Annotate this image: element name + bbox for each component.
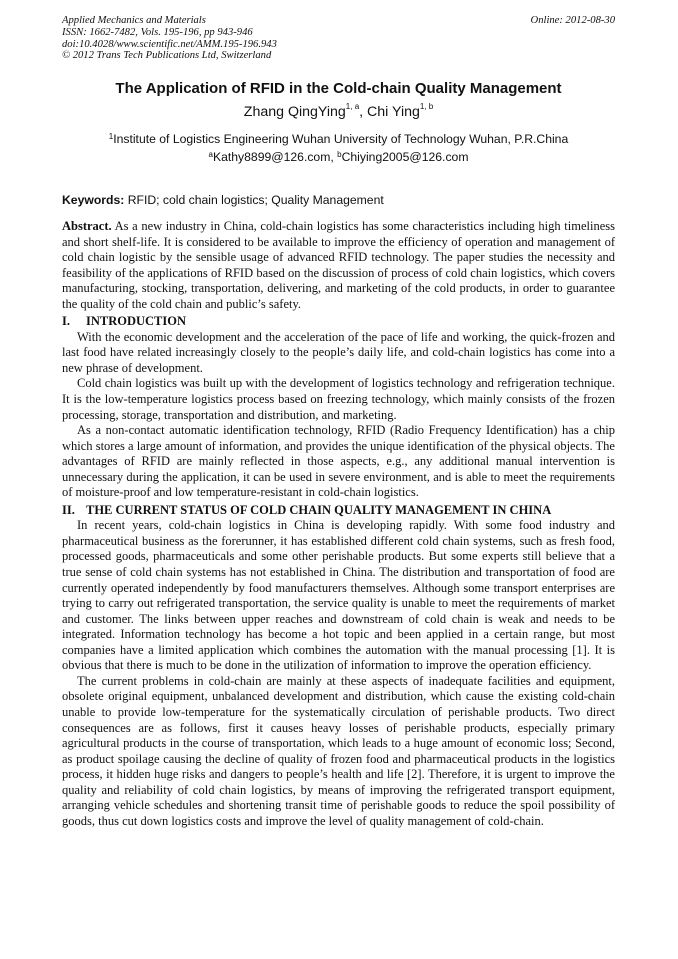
journal-header bbox=[62, 15, 615, 62]
paper-body bbox=[62, 219, 615, 829]
abstract-text: As a new industry in China, cold-chain logistics has some characteristics including high timeliness and short shelf-life. It is considered to be available to improve the efficiency of operation and management of cold chain logistic by the sensible usage of advanced RFID technology. The paper studies the necessity and feasibility of the applications of RFID based on the discussion of process of cold chain logistics, which covers manufacturing, stocking, transportation, delivering, and marketing of the cold products, in order to guarantee the quality of the cold chain and public’s safety. bbox=[62, 219, 615, 311]
affiliation-superscript: 1 bbox=[108, 132, 114, 141]
copyright-line: © 2012 Trans Tech Publications Ltd, Switzerland bbox=[62, 50, 272, 62]
author-name: Chi Ying bbox=[367, 104, 420, 120]
affiliation-line bbox=[62, 130, 615, 148]
keywords-line bbox=[62, 193, 615, 207]
paper-title: The Application of RFID in the Cold-chain Quality Management bbox=[115, 80, 562, 97]
journal-name: Applied Mechanics and Materials bbox=[62, 15, 206, 26]
abstract-paragraph bbox=[62, 219, 615, 312]
section-heading bbox=[62, 314, 615, 330]
affiliation-text: Institute of Logistics Engineering Wuhan University of Technology Wuhan, P.R.China bbox=[113, 132, 569, 146]
abstract-label: Abstract. bbox=[62, 219, 112, 233]
email-address: Kathy8899@126.com, bbox=[212, 150, 338, 164]
author-superscript: 1, b bbox=[419, 102, 434, 111]
email-address: Chiying2005@126.com bbox=[341, 150, 469, 164]
issn-line: ISSN: 1662-7482, Vols. 195-196, pp 943-946 bbox=[62, 26, 253, 38]
section-number: I. bbox=[62, 314, 70, 329]
body-paragraph: As a non-contact automatic identification technology, RFID (Radio Frequency Identification) has a chip which stores a large amount of information, and provides the unique identification of the physical objects. The advantages of RFID are mainly reflected in those aspects, e.g., any additional manual intervention is unnecessary during the application, it can be used in severe environment, and is able to meet the requirements of moisture-proof and low temperature-resistant in cold-chain logistics. bbox=[62, 423, 615, 500]
body-paragraph: The current problems in cold-chain are mainly at these aspects of inadequate facilities and equipment, obsolete original equipment, unbalanced development and distribution, which cause the existing cold-chain unable to provide low-temperature for the systematically circulation of perishable products. Two direct consequences are as follows, first it causes heavy losses of perishable products, especially primary agricultural products in the course of transportation, which leads to a huge amount of economic loss; Second, as product spoilage causing the decline of quality of frozen food and pharmaceutical products in the logistics process, it hidden huge risks and dangers to people’s health and life [2]. Therefore, it is urgent to improve the quality and reliability of cold chain logistics, by means of improving the refrigerated transport equipment, arranging vehicle schedules and shortening transit time of perishable goods to reduce the spoil possibility of goods, thus cut down logistics costs and improve the level of quality management of cold-chain. bbox=[62, 673, 615, 828]
section-heading bbox=[62, 503, 615, 519]
section-title: THE CURRENT STATUS OF COLD CHAIN QUALITY MANAGEMENT IN CHINA bbox=[86, 502, 552, 517]
body-paragraph: Cold chain logistics was built up with the development of logistics technology and refrigeration technique. It is the low-temperature logistics process based on freezing technology, which mainly consists of the frozen processing, storage, transportation and distribution, and marketing. bbox=[62, 376, 615, 422]
affiliation-block bbox=[62, 130, 615, 166]
body-paragraph: With the economic development and the acceleration of the pace of life and working, the quick-frozen and last food have related increasingly closely to the people’s daily life, and cold-chain logistics has come into a new phrase of development. bbox=[62, 329, 615, 375]
keywords-label: Keywords: bbox=[62, 193, 125, 207]
keywords-text: RFID; cold chain logistics; Quality Management bbox=[124, 193, 384, 207]
body-paragraph: In recent years, cold-chain logistics in China is developing rapidly. With some food industry and pharmaceutical business as the forerunner, it has established different cold chain systems, such as fresh food, processed goods, pharmaceuticals and some other perishable products. But some experts still believe that a true sense of cold chain systems has not established in China. The distribution and transportation of food are currently operated independently by food manufacturers themselves. Although some transport enterprises are trying to carry out refrigerated transportation, the service quality is unable to meet the requirements of market and customer. The links between upper reaches and downstream of cold chain is weak and needs to be integrated. Information technology has become a hot topic and been applied in a certain range, but most companies have a limited application which combines the automation with the manual processing [1]. It is obvious that there is much to be done in the utilization of information to improve the operation efficiency. bbox=[62, 518, 615, 673]
author-separator: , bbox=[359, 104, 368, 120]
online-date: Online: 2012-08-30 bbox=[530, 15, 615, 26]
email-superscript: b bbox=[337, 150, 342, 159]
section-number: II. bbox=[62, 502, 75, 517]
doi-line: doi:10.4028/www.scientific.net/AMM.195-196.943 bbox=[62, 38, 277, 50]
email-superscript: a bbox=[208, 150, 213, 159]
author-name: Zhang QingYing bbox=[243, 104, 346, 120]
author-line bbox=[62, 104, 615, 120]
section-title: INTRODUCTION bbox=[86, 314, 187, 329]
email-line bbox=[62, 148, 615, 166]
author-superscript: 1, a bbox=[345, 102, 360, 111]
